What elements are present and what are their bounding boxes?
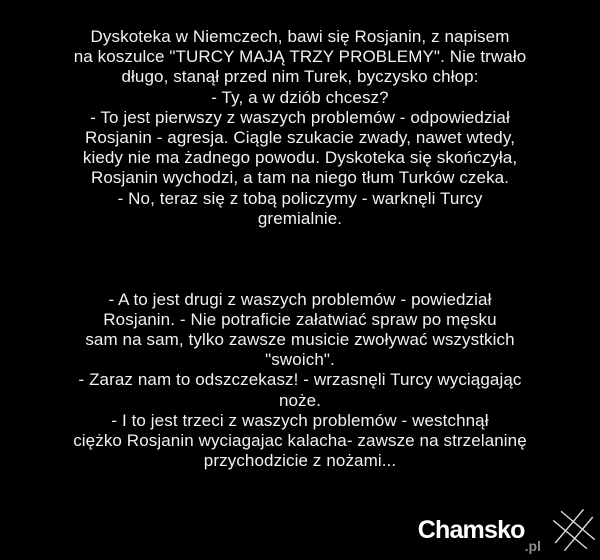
joke-line: - Zaraz nam to odszczekasz! - wrzasnęli Turcy wyciągając	[78, 370, 522, 390]
joke-line: kiedy nie ma żadnego powodu. Dyskoteka się skończyła,	[82, 148, 518, 168]
joke-paragraph-1	[10, 27, 590, 229]
joke-line: - To jest pierwszy z waszych problemów - odpowiedział	[90, 107, 510, 127]
joke-line: - Ty, a w dziób chcesz?	[211, 87, 389, 107]
joke-line: Dyskoteka w Niemczech, bawi się Rosjanin, z napisem	[90, 27, 510, 46]
joke-line: - A to jest drugi z waszych problemów - powiedział	[108, 289, 492, 309]
joke-line: noże.	[278, 390, 322, 410]
joke-line: Rosjanin wychodzi, a tam na niego tłum Turków czeka.	[90, 168, 510, 188]
joke-line: długo, stanął przed nim Turek, byczysko chłop:	[121, 67, 479, 87]
joke-line: gremialnie.	[257, 208, 343, 228]
joke-line: - No, teraz się z tobą policzymy - warknęli Turcy	[117, 188, 483, 208]
tilted-hash-icon	[551, 505, 597, 555]
joke-line: ciężko Rosjanin wyciagajac kalacha- zawsze na strzelaninę	[73, 430, 527, 450]
watermark	[418, 505, 597, 555]
brand-tld-text: .pl	[524, 538, 541, 554]
joke-line: sam na sam, tylko zawsze musicie zwoływać wszystkich	[85, 329, 515, 349]
joke-line: Rosjanin. - Nie potraficie załatwiać spraw po męsku	[103, 309, 497, 329]
brand-logo-text: Chamsko	[417, 515, 525, 544]
joke-line: na koszulce "TURCY MAJĄ TRZY PROBLEMY". Nie trwało	[73, 47, 527, 67]
joke-line: - I to jest trzeci z waszych problemów - westchnął	[111, 410, 489, 430]
joke-line: Rosjanin - agresja. Ciągle szukacie zwady, nawet wtedy,	[84, 128, 516, 148]
joke-line: "swoich".	[265, 350, 335, 370]
joke-paragraph-2	[10, 290, 590, 472]
joke-line: przychodzicie z nożami...	[203, 451, 397, 471]
